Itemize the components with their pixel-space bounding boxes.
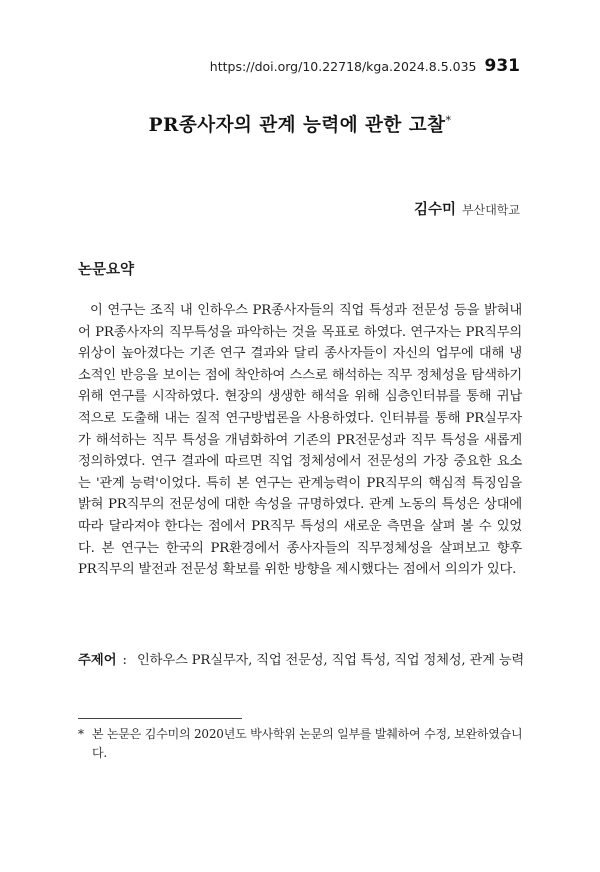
author-name: 김수미	[414, 202, 457, 218]
keywords-label: 주제어	[78, 653, 117, 668]
paper-title-text: PR종사자의 관계 능력에 관한 고찰	[148, 115, 446, 136]
page-header	[210, 56, 520, 76]
author-affiliation: 부산대학교	[462, 203, 520, 217]
title-footnote-marker[interactable]: *	[445, 113, 452, 127]
paper-title	[0, 111, 600, 137]
doi-link[interactable]: https://doi.org/10.22718/kga.2024.8.5.035	[209, 59, 477, 74]
keywords-colon: :	[122, 653, 128, 668]
page-number: 931	[484, 56, 520, 76]
keywords-block	[78, 650, 528, 672]
footnote-text: 본 논문은 김수미의 2020년도 박사학위 논문의 일부를 발췌하여 수정, 보완하였습니다.	[92, 727, 523, 760]
footnote	[78, 725, 524, 763]
footnote-divider	[78, 718, 242, 719]
footnote-marker: *	[78, 727, 84, 741]
abstract-body: 이 연구는 조직 내 인하우스 PR종사자들의 직업 특성과 전문성 등을 밝혀내어 PR종사자의 직무특성을 파악하는 것을 목표로 하였다. 연구자는 PR직무의 위상이 높아졌다는 기존 연구 결과와 달리 종사자들이 자신의 업무에 대해 냉소적인 반응을 보이는 점에 착안하여 스스로 해석하는 직무 정체성을 탐색하기 위해 연구를 시작하였다. 현장의 생생한 해석을 위해 심층인터뷰를 통해 귀납적으로 도출해 내는 질적 연구방법론을 사용하였다. 인터뷰를 통해 PR실무자가 해석하는 직무 특성을 개념화하여 기존의 PR전문성과 직무 특성을 새롭게 정의하였다. 연구 결과에 따르면 직업 정체성에서 전문성의 가장 중요한 요소는 '관계 능력'이었다. 특히 본 연구는 관계능력이 PR직무의 핵심적 특징임을 밝혀 PR직무의 전문성에 대한 속성을 규명하였다. 관계 노동의 특성은 상대에 따라 달라져야 한다는 점에서 PR직무 특성의 새로운 측면을 살펴 볼 수 있었다. 본 연구는 한국의 PR환경에서 종사자들의 직무정체성을 살펴보고 향후 PR직무의 발전과 전문성 확보를 위한 방향을 제시했다는 점에서 의의가 있다.	[78, 303, 522, 578]
abstract-heading: 논문요약	[78, 262, 135, 278]
keywords-text: 인하우스 PR실무자, 직업 전문성, 직업 특성, 직업 정체성, 관계 능력	[137, 653, 525, 668]
author-block	[414, 198, 520, 219]
